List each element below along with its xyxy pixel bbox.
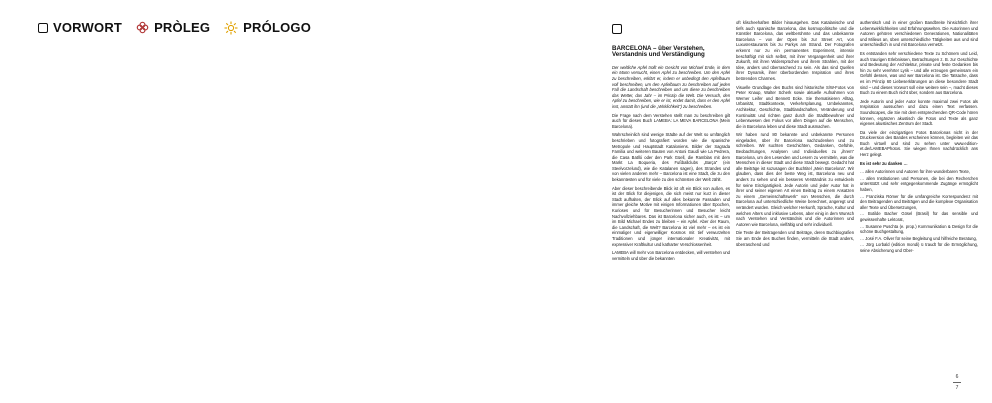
- paragraph: Es entstanden sehr verschiedene Texte zu Schönem und Leid, auch traurigen Erlebnissen, Betrachtungen z. B. zur Geschichte und Bedeutung der Architektur, private und feste Gedanken bis hin zu sehr verehrter Lyrik – und alle erzeugen gemeinsam ein Gefühl dessen, was und wer Barcelona ist. Die Tatsache, dass es im Prinzip 60 Liebeserklärungen an diese besondere Stadt sind – und dieses Vorwort soll eine weitere sein –, macht dieses Buch zu einem Buch nicht über, sondern aus Barcelona.: [860, 50, 978, 96]
- paragraph: Wir haben rund 80 bekannte und unbekannte Personen eingeladen, über ihr Barcelona nachzudenken und zu schreiben. Wir suchten Geschichten, Gedanken, Gefühle, Beobachtungen, Analysen und Individuelles zu „ihrem“ Barcelona, um den Lesenden und Lesern zu vermitteln, was die Menschen in dieser Stadt und diese Stadt bewegt. Gedacht hat alle Beiträge ist sozusagen der Buchtitel „Mein Barcelona“. Wir glauben, dass dies der beste Weg ist, Barcelona neu und anders zu sehen und ein besseres Verständnis zu entwickeln für seine Einzigartigkeit. Jede Autorin und jeder Autor hat in ihrer und seiner eigenen Art einen Beitrag zu einem Ansatzen zu einem „Gemeinschaftswerk“ von Menschen, die durch Barcelona auf unterschiedliche Weise berechnet, angeregt und verändert wurden. Gleich welcher Herkunft, Sprache, Kultur und welchen Alters und inklusive Lebens, aber einig in dem Wunsch nach Verstehen und Verständnis und die Autorinnen und Autoren wie Barcelona, vielfältig und sehr individuell.: [736, 132, 854, 227]
- page-number-current: 6: [955, 374, 959, 380]
- page-number-total: 7: [955, 385, 959, 391]
- square-icon: [612, 24, 622, 34]
- section-nav: [38, 20, 311, 35]
- list-item: … allen Institutionen und Personen, die bei den Recherchen unterstützt und sehr entgegenkommende Zugänge ermöglicht haben,: [860, 175, 978, 193]
- article-title: BARCELONA – über Verstehen, Verstandnis und Verständigung: [612, 44, 705, 59]
- paragraph: Der weltliche Apfel trollt ein Gesicht von Michael Ende, in dem ein Mann versucht, einen Apfel zu beschreiben. Um den Apfel zu beschreiben, erklärt er, indem er unbedingt den Apfelbaum voll beschreiben, um den Apfelbaum zu beschreiben auf jeden Fall die Landschaft beschreiben und um diese zu beschreiben das Wetter, das Jahr – im Prinzip die Welt. Die Versuch, den Apfel zu beschreiben, wie er ist, endet damit, dass er den Apfel isst, anstatt ihn (und die „Wirklichkeit“) zu beschreiben.: [612, 64, 730, 109]
- thanks-list: [860, 169, 978, 253]
- square-icon: [38, 23, 48, 33]
- document-page: [612, 20, 977, 372]
- paragraph: Visuelle Grundlage des Buchs sind historische S/W-Fotos von Peter Knaup, Walter Scherk sowie aktuelle Aufnahmen von Werner Leifer und Bennett Ecke. Sie thematisieren Alltag, Urbanität, Stadtkontexte, Verkehrsplanung, Umbekanntes, Architektur, Geschichte, Stadtlandschaften, Veränderung und Kontinuität und richten ganz durch die Stadtbewohner und Lebenswesen den Fokus vor allen Dingen auf die Menschen, die in Barcelona leben und diese Stadt ausmachen.: [736, 84, 854, 129]
- nav-vorwort[interactable]: [38, 20, 122, 35]
- paragraph: Aber dieser beschreibende Blick ist oft ein Blick von außen, es ist der Blick für diejenigen, die sich meist nur kurz in dieser Stadt aufhalten, der Blick auf alles bekannte Fassaden und immer gleiche Motive mit einigen Informationen über Epochen, Kurioses und für Besucherinnen und Besucher leicht Nachvollziehbares. Das ist Barcelona sicher auch, es ist – um im Bild Michael Endes zu bleiben – ein Apfel. Aber der Raum, die Landschaft, die Welt? Barcelona ist viel mehr – es ist ein einmaliger und eigenwilliger Kosmos mit tief verwurzelten Traditionen und jünger internationaler Kreativität, mit expressiver Kraftkultur und katharter Verschlossenheit.: [612, 185, 730, 247]
- text-column-1: [612, 20, 730, 365]
- list-item: … Franziska Römer für die umfangreiche Korrespondenz mit den Beitragenden und Beiträgen und die komplexe Organisation aller Texte und Übersetzungen,: [860, 193, 978, 210]
- list-item: … José F.A. Oliver für seine Begleitung und hilfreiche Beratung,: [860, 235, 977, 241]
- paragraph: Die Frage nach dem Verstehen stellt man zu beschreiben gilt auch für dieses Buch LAMEBA: LA MEVA BARCELONA (Mein Barcelona).: [612, 112, 730, 129]
- page-number-divider: [953, 382, 961, 383]
- nav-prologo[interactable]: [224, 20, 311, 35]
- paragraph: Da viele der einzigartigen Fotos Barcelonas nicht in der Druckversion des Bandes erscheinen können, begleiten wir das Buch virtuell und sind zu sehen unter www.edition-et.de/LAMEBAPhotos. Sie wiegen Ihnen nachdrücklich ans Herz gelegt.: [860, 129, 978, 158]
- nav-proleg-label: PRÒLEG: [154, 20, 211, 35]
- nav-vorwort-label: VORWORT: [53, 20, 123, 35]
- text-column-2: [736, 20, 854, 365]
- page-number: [953, 373, 961, 392]
- list-item: … allen Autorinnen und Autoren für ihre wunderbaren Texte,: [860, 169, 970, 175]
- list-item: … Botilde Bacher Gösel (Brasil) für das sensible und gewissenhafte Lektorat,: [860, 211, 978, 222]
- nav-prologo-label: PRÓLOGO: [243, 20, 312, 35]
- paragraph: LAMEBA will mehr von Barcelona entdecken, will verstehen und vermitteln und über die bekannten: [612, 250, 730, 261]
- nav-proleg[interactable]: [136, 20, 210, 35]
- thanks-heading: Es ist sehr zu danken …: [860, 160, 908, 166]
- flower-icon: [136, 21, 149, 34]
- text-column-3: [860, 20, 978, 365]
- paragraph: Jede Autorin und jeder Autor konnte maximal zwei Fotos als Inspiration aussuchen und dazu einen Text verfassen. Soundscapes, die Sie mit dem entsprechenden QR-Code hören können, ergänzen akustisch die Fotos und Texte als ganz eigenes akustisches Zentrum der Stadt.: [860, 98, 978, 127]
- paragraph: Wahrscheinlich sind wenige Städte auf der Welt so umfänglich beschrieben und fotografiert worden wie die spanische Metropole und Hauptstadt Kataloniens. Bilder der Sagrada Familia und weiteren Bauten von Antoni Gaudí wie La Pedrera, die Casa Batlló oder den Park Güell, die Ramblas mit dem Markt La Boqueria, des Fußballclubs „Barça“ (ein Steelvorzelund), wie die Katalanen sagen), des Strandes und von vielen anderen mehr – Barcelona ist eine Stadt, die zu den bekanntesten und für viele zu den schönsten der Welt zählt.: [612, 132, 730, 183]
- list-item: … Jörg Lorbald (edition mondi) ü traudt für die Ermöglichung, seine Absicherung und Ober-: [860, 242, 978, 253]
- paragraph: oft klischeehaften Bilder hinausgehen. Das Katalanische und tiefs auch spanische Barcelona, das kosmopolitische und die Künstler Barcelona, das weltberühmte und das unbekannte Barcelona – von der Open bis zur Street Art, von Luxusrestaurants bis zu Parkys am Strand. Der Fotografen erkennt nur zu ein permanentes Experiment, intensiv beschäftigt mit sich selbst, mit ihrer Vergangenheit und ihrer Zukunft, mit ihren Widersprüchen und ihrem Strahlen, mit der Idee, anders und überraschend zu sein. Als das sind Quellen ihrer Dynamik, ihrer überbordenden Inspiration und ihres betörenden Charmes.: [736, 20, 854, 81]
- list-item: … Susanne Puschta (e. prop.) Kommunikation & Design für die schöne Buchgestaltung,: [860, 223, 978, 235]
- paragraph: authentisch und in einer großen Bandbreite hinsichtlich ihrer Lebenswirklichkeiten und Erfahrungswelten. Die Autorinnen und Autoren gehören verschiedenen Generationen, Nationalitäten und Milieus an, üben unterschiedliche Tätigkeiten aus und sind unterschiedlich in und mit Barcelona vernetzt.: [860, 20, 978, 48]
- sun-icon: [224, 21, 238, 35]
- paragraph: Die Texte der Beitragenden und Beiträge, deren Buchbiografien Sie am Ende des Buches finden, vermitteln die Stadt anders, überraschend und: [736, 230, 854, 247]
